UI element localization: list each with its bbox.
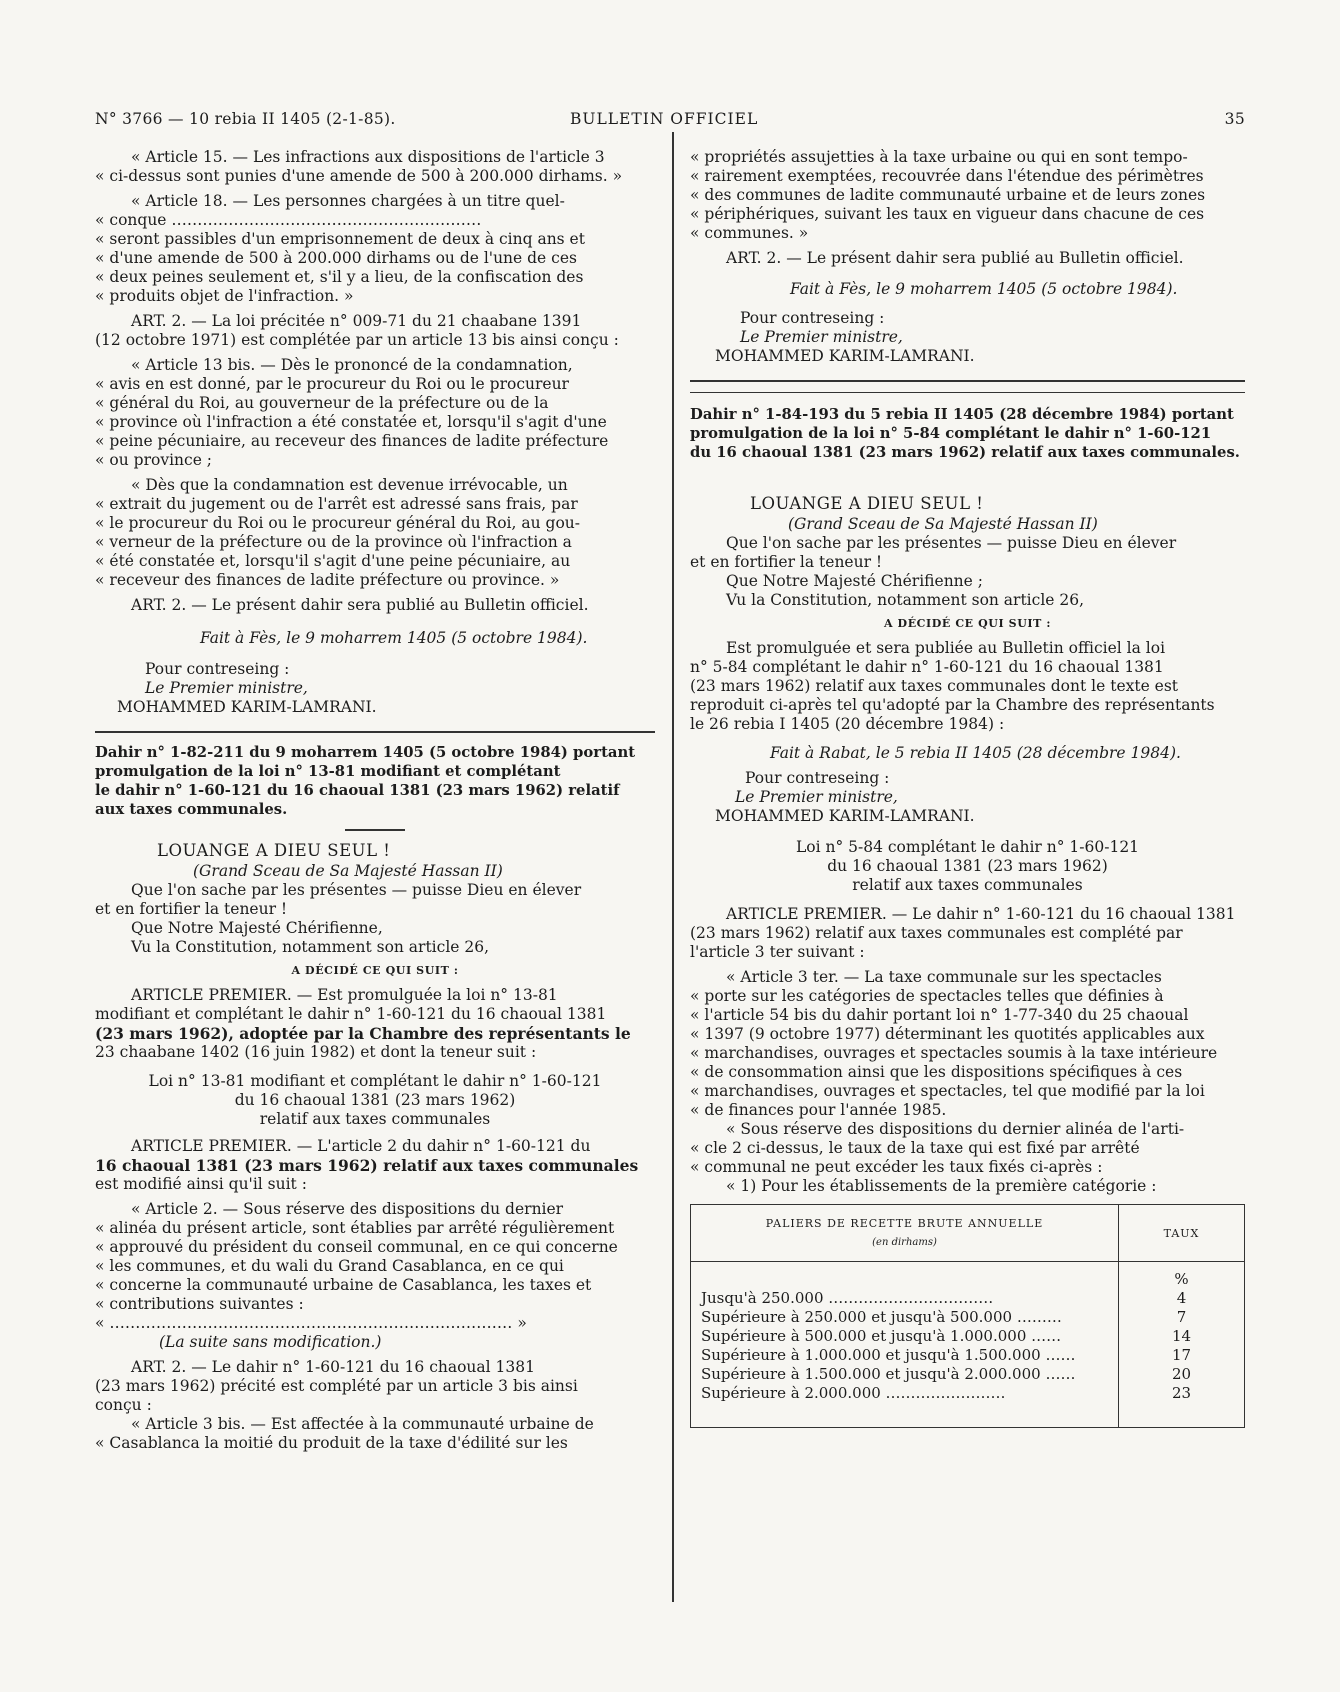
article-18-line6: « produits objet de l'infraction. »	[95, 287, 354, 305]
table-row	[691, 1346, 1245, 1365]
condamnation-line4: « verneur de la préfecture ou de la province où l'infraction a	[95, 533, 572, 551]
premier-ministre: Le Premier ministre,	[740, 328, 903, 346]
dahir-title-line2: promulgation de la loi n° 13-81 modifiant et complétant	[95, 763, 561, 780]
sceau-line: (Grand Sceau de Sa Majesté Hassan II)	[788, 515, 1098, 533]
article-premier-line2: modifiant et complétant le dahir n° 1-60-121 du 16 chaoual 1381	[95, 1005, 607, 1023]
loi-title-line2: du 16 chaoual 1381 (23 mars 1962)	[234, 1091, 516, 1109]
decide-heading: A DÉCIDÉ CE QUI SUIT :	[883, 617, 1052, 630]
majeste-line: Que Notre Majesté Chérifienne,	[131, 919, 383, 937]
article-2-line4: « les communes, et du wali du Grand Casablanca, en ce qui	[95, 1257, 564, 1275]
article-2-line1: « Article 2. — Sous réserve des dispositions du dernier	[131, 1200, 564, 1218]
loi-article-premier-line2: 16 chaoual 1381 (23 mars 1962) relatif aux taxes communales	[95, 1156, 639, 1175]
article-13bis-line6: « ou province ;	[95, 451, 213, 469]
bracket-label: Jusqu'à 250.000 ……………………………	[701, 1289, 994, 1307]
bracket-rate: 23	[1119, 1384, 1245, 1428]
table-row	[691, 1289, 1245, 1308]
date-signed-rabat: Fait à Rabat, le 5 rebia II 1405 (28 décembre 1984).	[770, 744, 1181, 762]
premier-ministre: Le Premier ministre,	[145, 679, 308, 697]
constitution-line: Vu la Constitution, notamment son article 26,	[131, 938, 490, 956]
dahir-title-line1: Dahir n° 1-84-193 du 5 rebia II 1405 (28 décembre 1984) portant	[690, 406, 1234, 423]
article-3ter-line4: « 1397 (9 octobre 1977) déterminant les quotités applicables aux	[690, 1025, 1205, 1043]
bracket-label: Supérieure à 500.000 et jusqu'à 1.000.000 ……	[701, 1327, 1062, 1345]
loi-article-premier-line1: ARTICLE PREMIER. — L'article 2 du dahir n° 1-60-121 du	[131, 1137, 591, 1155]
bracket-label: Supérieure à 2.000.000 ……………………	[701, 1384, 1006, 1402]
article-3ter-line7: « marchandises, ouvrages et spectacles, tel que modifié par la loi	[690, 1082, 1205, 1100]
art2-line1: ART. 2. — La loi précitée n° 009-71 du 21 chaabane 1391	[131, 312, 582, 330]
column-divider	[672, 132, 674, 1602]
table-row	[691, 1308, 1245, 1327]
publication-article: ART. 2. — Le présent dahir sera publié au Bulletin officiel.	[726, 249, 1184, 267]
article-3bis-line2: « Casablanca la moitié du produit de la taxe d'édilité sur les	[95, 1434, 568, 1452]
article-3ter-line6: « de consommation ainsi que les dispositions spécifiques à ces	[690, 1063, 1183, 1081]
loi-art2-line3: conçu :	[95, 1396, 152, 1414]
reserve-line2: « cle 2 ci-dessus, le taux de la taxe qui est fixé par arrêté	[690, 1139, 1140, 1157]
dahir-title-line1: Dahir n° 1-82-211 du 9 moharrem 1405 (5 octobre 1984) portant	[95, 744, 636, 761]
article-13bis-line4: « province où l'infraction a été constatée et, lorsqu'il s'agit d'une	[95, 413, 607, 431]
promulgation-line3: (23 mars 1962) relatif aux taxes communales dont le texte est	[690, 677, 1179, 695]
dahir-title-line3: le dahir n° 1-60-121 du 16 chaoual 1381 (23 mars 1962) relatif	[95, 782, 620, 799]
article-2-line5: « concerne la communauté urbaine de Casablanca, les taxes et	[95, 1276, 592, 1294]
countersign-label: Pour contreseing :	[740, 309, 885, 327]
header-paliers-unit: (en dirhams)	[872, 1237, 937, 1248]
table-row	[691, 1384, 1245, 1428]
bracket-rate: 17	[1119, 1346, 1245, 1365]
majeste-line: Que Notre Majesté Chérifienne ;	[726, 572, 983, 590]
article-18-line2: « conque ……………………………………………………	[95, 211, 482, 229]
percent-symbol: %	[1119, 1262, 1245, 1290]
condamnation-line5: « été constatée et, lorsqu'il s'agit d'une peine pécuniaire, au	[95, 552, 571, 570]
bracket-rate: 7	[1119, 1308, 1245, 1327]
preamble-line2: et en fortifier la teneur !	[95, 900, 288, 918]
continuation-line2: « rairement exemptées, recouvrée dans l'étendue des périmètres	[690, 167, 1204, 185]
sceau-line: (Grand Sceau de Sa Majesté Hassan II)	[193, 862, 503, 880]
signatory-name: MOHAMMED KARIM-LAMRANI.	[715, 807, 975, 825]
dahir-title-line4: aux taxes communales.	[95, 801, 288, 818]
publication-title: BULLETIN OFFICIEL	[570, 110, 759, 128]
constitution-line: Vu la Constitution, notamment son article 26,	[726, 591, 1085, 609]
right-column	[690, 148, 1245, 1428]
article-15-line1: « Article 15. — Les infractions aux dispositions de l'article 3	[131, 148, 605, 166]
header-paliers-label: PALIERS DE RECETTE BRUTE ANNUELLE	[765, 1217, 1044, 1230]
loi-title-line1: Loi n° 13-81 modifiant et complétant le dahir n° 1-60-121	[148, 1072, 602, 1090]
date-signed: Fait à Fès, le 9 moharrem 1405 (5 octobre 1984).	[790, 280, 1178, 298]
louange-heading: LOUANGE A DIEU SEUL !	[157, 841, 391, 860]
continuation-line5: « communes. »	[690, 224, 809, 242]
premier-ministre: Le Premier ministre,	[735, 788, 898, 806]
loi-article-premier-line3: est modifié ainsi qu'il suit :	[95, 1175, 307, 1193]
publication-article: ART. 2. — Le présent dahir sera publié au Bulletin officiel.	[131, 596, 589, 614]
page-header	[95, 110, 1245, 132]
promulgation-line2: n° 5-84 complétant le dahir n° 1-60-121 du 16 chaoual 1381	[690, 658, 1164, 676]
left-column	[95, 148, 655, 1453]
dahir-title-line2: promulgation de la loi n° 5-84 complétant le dahir n° 1-60-121	[690, 425, 1212, 442]
table-cell-empty	[691, 1262, 1119, 1290]
reserve-line3: « communal ne peut excéder les taux fixés ci-après :	[690, 1158, 1103, 1176]
condamnation-line3: « le procureur du Roi ou le procureur général du Roi, au gou-	[95, 514, 580, 532]
category-line: « 1) Pour les établissements de la première catégorie :	[726, 1177, 1157, 1195]
issue-number: N° 3766 — 10 rebia II 1405 (2-1-85).	[95, 110, 396, 128]
article-13bis-line2: « avis en est donné, par le procureur du Roi ou le procureur	[95, 375, 569, 393]
dahir-title-line3: du 16 chaoual 1381 (23 mars 1962) relatif aux taxes communales.	[690, 444, 1240, 461]
article-15-line2: « ci-dessus sont punies d'une amende de 500 à 200.000 dirhams. »	[95, 167, 623, 185]
loi-art2-line1: ART. 2. — Le dahir n° 1-60-121 du 16 chaoual 1381	[131, 1358, 535, 1376]
table-header-taux: TAUX	[1119, 1205, 1245, 1262]
bracket-label: Supérieure à 1.000.000 et jusqu'à 1.500.000 ……	[701, 1346, 1076, 1364]
loi-title-line2: du 16 chaoual 1381 (23 mars 1962)	[827, 857, 1108, 875]
reserve-line1: « Sous réserve des dispositions du dernier alinéa de l'arti-	[726, 1120, 1185, 1138]
article-3ter-line3: « l'article 54 bis du dahir portant loi n° 1-77-340 du 25 chaoual	[690, 1006, 1189, 1024]
loi-article-premier-line2: (23 mars 1962) relatif aux taxes communales est complété par	[690, 924, 1183, 942]
condamnation-line6: « receveur des finances de ladite préfecture ou province. »	[95, 571, 560, 589]
article-18-line4: « d'une amende de 500 à 200.000 dirhams ou de l'une de ces	[95, 249, 577, 267]
decide-heading: A DÉCIDÉ CE QUI SUIT :	[291, 964, 459, 977]
table-row	[691, 1327, 1245, 1346]
continuation-line1: « propriétés assujetties à la taxe urbaine ou qui en sont tempo-	[690, 148, 1188, 166]
tax-rate-table	[690, 1204, 1245, 1428]
promulgation-line1: Est promulguée et sera publiée au Bulletin officiel la loi	[726, 639, 1166, 657]
signatory-name: MOHAMMED KARIM-LAMRANI.	[117, 698, 377, 716]
article-2-line3: « approuvé du président du conseil communal, en ce qui concerne	[95, 1238, 618, 1256]
ellipsis-line: « …………………………………………………………………… »	[95, 1314, 527, 1332]
loi-art2-line2: (23 mars 1962) précité est complété par un article 3 bis ainsi	[95, 1377, 578, 1395]
art2-line2: (12 octobre 1971) est complétée par un article 13 bis ainsi conçu :	[95, 331, 619, 349]
loi-title-line3: relatif aux taxes communales	[852, 876, 1083, 894]
date-signed: Fait à Fès, le 9 moharrem 1405 (5 octobre 1984).	[200, 629, 588, 647]
condamnation-line2: « extrait du jugement ou de l'arrêt est adressé sans frais, par	[95, 495, 578, 513]
title-underline	[345, 829, 405, 831]
preamble-line1: Que l'on sache par les présentes — puisse Dieu en élever	[131, 881, 582, 899]
countersign-label: Pour contreseing :	[145, 660, 290, 678]
article-2-line2: « alinéa du présent article, sont établies par arrêté régulièrement	[95, 1219, 615, 1237]
bracket-rate: 4	[1119, 1289, 1245, 1308]
promulgation-line5: le 26 rebia I 1405 (20 décembre 1984) :	[690, 715, 1005, 733]
countersign-label: Pour contreseing :	[745, 769, 890, 787]
promulgation-line4: reproduit ci-après tel qu'adopté par la Chambre des représentants	[690, 696, 1215, 714]
article-premier-line4: 23 chaabane 1402 (16 juin 1982) et dont la teneur suit :	[95, 1043, 537, 1061]
loi-title-line3: relatif aux taxes communales	[259, 1110, 491, 1128]
bracket-label: Supérieure à 1.500.000 et jusqu'à 2.000.000 ……	[701, 1365, 1076, 1383]
bracket-label: Supérieure à 250.000 et jusqu'à 500.000 ………	[701, 1308, 1062, 1326]
article-3bis-line1: « Article 3 bis. — Est affectée à la communauté urbaine de	[131, 1415, 594, 1433]
table-row	[691, 1365, 1245, 1384]
bracket-rate: 20	[1119, 1365, 1245, 1384]
article-premier-line3: (23 mars 1962), adoptée par la Chambre des représentants le	[95, 1024, 631, 1043]
page-number: 35	[1224, 110, 1245, 128]
article-3ter-line1: « Article 3 ter. — La taxe communale sur les spectacles	[726, 968, 1162, 986]
article-13bis-line3: « général du Roi, au gouverneur de la préfecture ou de la	[95, 394, 549, 412]
preamble-line2: et en fortifier la teneur !	[690, 553, 883, 571]
signatory-name: MOHAMMED KARIM-LAMRANI.	[715, 347, 975, 365]
article-13bis-line1: « Article 13 bis. — Dès le prononcé de la condamnation,	[131, 356, 573, 374]
article-13bis-line5: « peine pécuniaire, au receveur des finances de ladite préfecture	[95, 432, 609, 450]
section-separator-thin	[690, 392, 1245, 393]
condamnation-line1: « Dès que la condamnation est devenue irrévocable, un	[131, 476, 568, 494]
suite-line: (La suite sans modification.)	[159, 1333, 382, 1351]
dahir-title	[95, 743, 655, 819]
article-18-line3: « seront passibles d'un emprisonnement de deux à cinq ans et	[95, 230, 585, 248]
preamble-line1: Que l'on sache par les présentes — puisse Dieu en élever	[726, 534, 1177, 552]
dahir-title	[690, 405, 1245, 462]
continuation-line3: « des communes de ladite communauté urbaine et de leurs zones	[690, 186, 1206, 204]
article-3ter-line2: « porte sur les catégories de spectacles telles que définies à	[690, 987, 1164, 1005]
louange-heading: LOUANGE A DIEU SEUL !	[750, 494, 984, 513]
section-separator	[95, 731, 655, 733]
article-3ter-line5: « marchandises, ouvrages et spectacles soumis à la taxe intérieure	[690, 1044, 1218, 1062]
article-premier-line1: ARTICLE PREMIER. — Est promulguée la loi n° 13-81	[131, 986, 558, 1004]
bracket-rate: 14	[1119, 1327, 1245, 1346]
loi-article-premier-line1: ARTICLE PREMIER. — Le dahir n° 1-60-121 du 16 chaoual 1381	[726, 905, 1236, 923]
article-18-line5: « deux peines seulement et, s'il y a lieu, de la confiscation des	[95, 268, 584, 286]
loi-title-line1: Loi n° 5-84 complétant le dahir n° 1-60-121	[795, 838, 1140, 856]
continuation-line4: « périphériques, suivant les taux en vigueur dans chacune de ces	[690, 205, 1205, 223]
table-header-paliers	[691, 1205, 1119, 1262]
loi-article-premier-line3: l'article 3 ter suivant :	[690, 943, 865, 961]
section-separator	[690, 380, 1245, 382]
article-2-line6: « contributions suivantes :	[95, 1295, 304, 1313]
article-18-line1: « Article 18. — Les personnes chargées à un titre quel-	[131, 192, 565, 210]
article-3ter-line8: « de finances pour l'année 1985.	[690, 1101, 947, 1119]
